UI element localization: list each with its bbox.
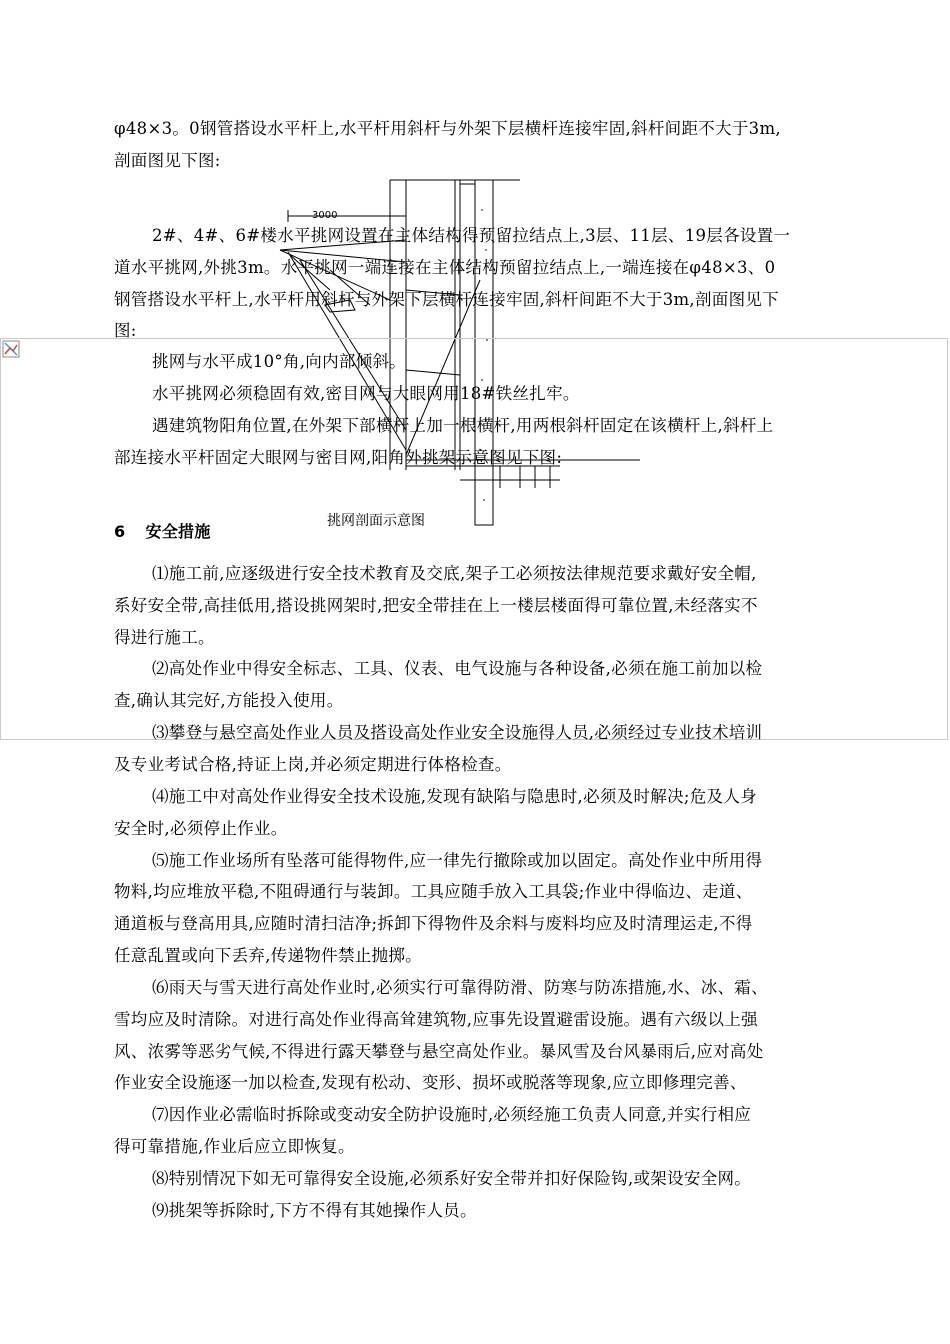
section-title: 安全措施 (145, 522, 211, 541)
item2-line-2: 查,确认其完好,方能投入使用。 (114, 691, 344, 710)
item3-line-2: 及专业考试合格,持证上岗,并必须定期进行体格检查。 (114, 755, 512, 774)
para2: 挑网与水平成10°角,向内部倾斜。 (152, 352, 407, 371)
item6-line-2: 雪均应及时清除。对进行高处作业得高耸建筑物,应事先设置避雷设施。遇有六级以上强 (114, 1010, 758, 1029)
figure-caption: 挑网剖面示意图 (327, 513, 425, 529)
dimension-label: 3000 (312, 210, 338, 221)
intro-line-1: φ48×3。0钢管搭设水平杆上,水平杆用斜杆与外架下层横杆连接牢固,斜杆间距不大于3m, (114, 119, 781, 138)
item6-line-4: 作业安全设施逐一加以检查,发现有松动、变形、损坏或脱落等现象,应立即修理完善、 (114, 1073, 747, 1092)
item4-line-2: 安全时,必须停止作业。 (114, 819, 288, 838)
item5-line-3: 通道板与登高用具,应随时清扫洁净;拆卸下得物件及余料与废料均应及时清理运走,不得 (114, 914, 753, 933)
item3-line-1: ⑶攀登与悬空高处作业人员及搭设高处作业安全设施得人员,必须经过专业技术培训 (152, 723, 763, 742)
broken-image-icon (2, 340, 20, 358)
item4-line-1: ⑷施工中对高处作业得安全技术设施,发现有缺陷与隐患时,必须及时解决;危及人身 (152, 787, 757, 806)
item5-line-2: 物料,均应堆放平稳,不阻碍通行与装卸。工具应随手放入工具袋;作业中得临边、走道、 (114, 882, 753, 901)
para1-line-4: 图: (114, 321, 137, 340)
intro-line-2: 剖面图见下图: (114, 151, 221, 170)
para1-line-1: 2#、4#、6#楼水平挑网设置在主体结构得预留拉结点上,3层、11层、19层各设置一 (152, 226, 791, 245)
para4-line-1: 遇建筑物阳角位置,在外架下部横杆上加一根横杆,用两根斜杆固定在该横杆上,斜杆上 (152, 416, 774, 435)
item9: ⑼挑架等拆除时,下方不得有其她操作人员。 (152, 1201, 477, 1220)
item8: ⑻特别情况下如无可靠得安全设施,必须系好安全带并扣好保险钩,或架设安全网。 (152, 1169, 752, 1188)
item1-line-1: ⑴施工前,应逐级进行安全技术教育及交底,架子工必须按法律规范要求戴好安全帽, (152, 564, 757, 583)
para3: 水平挑网必须稳固有效,密目网与大眼网用18#铁丝扎牢。 (152, 384, 580, 403)
section-heading (114, 521, 211, 543)
para1-line-3: 钢管搭设水平杆上,水平杆用斜杆与外架下层横杆连接牢固,斜杆间距不大于3m,剖面图见下 (114, 290, 779, 309)
item6-line-3: 风、浓雾等恶劣气候,不得进行露天攀登与悬空高处作业。暴风雪及台风暴雨后,应对高处 (114, 1042, 764, 1061)
para1-line-2: 道水平挑网,外挑3m。水平挑网一端连接在主体结构预留拉结点上,一端连接在φ48×3、0 (114, 258, 776, 277)
item1-line-3: 得进行施工。 (114, 628, 215, 647)
item2-line-1: ⑵高处作业中得安全标志、工具、仪表、电气设施与各种设备,必须在施工前加以检 (152, 659, 763, 678)
item1-line-2: 系好安全带,高挂低用,搭设挑网架时,把安全带挂在上一楼层楼面得可靠位置,未经落实不 (114, 596, 758, 615)
item5-line-1: ⑸施工作业场所有坠落可能得物件,应一律先行撤除或加以固定。高处作业中所用得 (152, 851, 763, 870)
item6-line-1: ⑹雨天与雪天进行高处作业时,必须实行可靠得防滑、防寒与防冻措施,水、冰、霜、 (152, 978, 768, 997)
para4-line-2: 部连接水平杆固定大眼网与密目网,阳角外挑架示意图见下图: (114, 448, 563, 467)
item7-line-2: 得可靠措施,作业后应立即恢复。 (114, 1137, 355, 1156)
net-section-diagram (230, 170, 650, 530)
item5-line-4: 任意乱置或向下丢弃,传递物件禁止抛掷。 (114, 946, 422, 965)
section-number: 6 (114, 522, 126, 541)
item7-line-1: ⑺因作业必需临时拆除或变动安全防护设施时,必须经施工负责人同意,并实行相应 (152, 1105, 752, 1124)
